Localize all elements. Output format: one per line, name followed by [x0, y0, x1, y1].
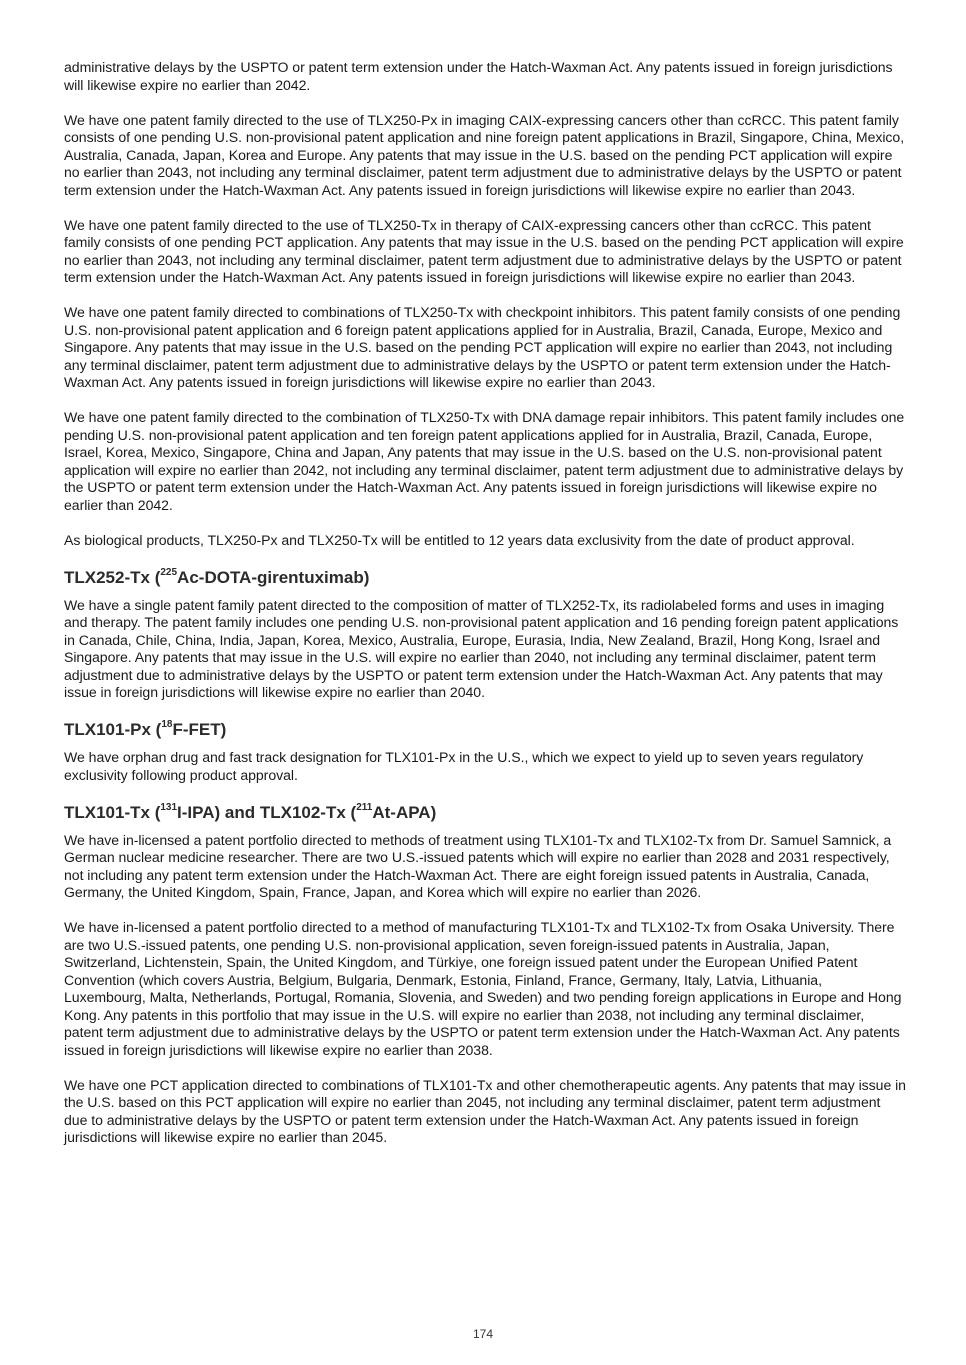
- page-number: 174: [472, 1327, 494, 1341]
- heading-tlx101px-prefix: TLX101-Px (: [64, 720, 162, 739]
- heading-tlx101px: [64, 719, 906, 741]
- paragraph-intro-4: We have one patent family directed to combinations of TLX250-Tx with checkpoint inhibitors. This patent family consists of one pending U.S. non-provisional patent application and 6 foreign patent applications applied for in Australia, Brazil, Canada, Europe, Mexico and Singapore. Any patents that may issue in the U.S. based on the pending PCT application will expire no earlier than 2043, not including any terminal disclaimer, patent term adjustment due to administrative delays by the USPTO or patent term extension under the Hatch-Waxman Act. Any patents issued in foreign jurisdictions will likewise expire no earlier than 2043.: [64, 304, 901, 390]
- paragraph-intro-1: administrative delays by the USPTO or patent term extension under the Hatch-Waxman Act. Any patents issued in foreign jurisdictions will likewise expire no earlier than 2042.: [64, 59, 893, 93]
- paragraph-tlx101px-1: We have orphan drug and fast track designation for TLX101-Px in the U.S., which we expect to yield up to seven years regulatory exclusivity following product approval.: [64, 749, 864, 783]
- paragraph-intro-2: We have one patent family directed to the use of TLX250-Px in imaging CAIX-expressing cancers other than ccRCC. This patent family consists of one pending U.S. non-provisional patent application and nine foreign patent applications in Brazil, Singapore, China, Mexico, Australia, Canada, Japan, Korea and Europe. Any patents that may issue in the U.S. based on the pending PCT application will expire no earlier than 2043, not including any terminal disclaimer, patent term adjustment due to administrative delays by the USPTO or patent term extension under the Hatch-Waxman Act. Any patents issued in foreign jurisdictions will likewise expire no earlier than 2043.: [64, 111, 905, 198]
- heading-tlx252-suffix: Ac-DOTA-girentuximab): [177, 567, 370, 587]
- paragraph-tlx101tx-1: We have in-licensed a patent portfolio directed to methods of treatment using TLX101-Tx and TLX102-Tx from Dr. Samuel Samnick, a German nuclear medicine researcher. There are two U.S.-issued patents which will expire no earlier than 2028 and 2031 respectively, not including any patent term extension under the Hatch-Waxman Act. There are eight foreign issued patents in Australia, Canada, Germany, the United Kingdom, Spain, France, Japan, and Korea which will expire no earlier than 2026.: [64, 831, 892, 900]
- paragraph-intro-5: We have one patent family directed to the combination of TLX250-Tx with DNA damage repair inhibitors. This patent family includes one pending U.S. non-provisional patent application and ten foreign patent applications applied for in Australia, Brazil, Canada, Europe, Israel, Korea, Mexico, Singapore, China and Japan, Any patents that may issue in the U.S. based on the U.S. non-provisional patent application will expire no earlier than 2042, not including any terminal disclaimer, patent term adjustment due to administrative delays by the USPTO or patent term extension under the Hatch-Waxman Act. Any patents issued in foreign jurisdictions will likewise expire no earlier than 2042.: [64, 409, 905, 513]
- heading-tlx101tx-mid: I-IPA) and TLX102-Tx (: [177, 802, 357, 822]
- document-page: [64, 59, 906, 1164]
- paragraph-tlx252-1: We have a single patent family patent directed to the composition of matter of TLX252-Tx, its radiolabeled forms and uses in imaging and therapy. The patent family includes one pending U.S. non-provisional patent application and 16 pending foreign patent applications in Canada, Chile, China, India, Japan, Korea, Mexico, Australia, Europe, Eurasia, India, New Zealand, Brazil, Hong Kong, Israel and Singapore. Any patents that may issue in the U.S. will expire no earlier than 2040, not including any terminal disclaimer, patent term adjustment due to administrative delays by the USPTO or patent term extension under the Hatch-Waxman Act. Any patents that may issue in foreign jurisdictions will likewise expire no earlier than 2040.: [64, 596, 899, 700]
- heading-tlx101px-isotope: 18: [161, 719, 173, 731]
- heading-tlx101px-suffix: F-FET): [172, 720, 227, 739]
- heading-tlx101tx-suffix: At-APA): [372, 802, 437, 822]
- heading-tlx252-prefix: TLX252-Tx (: [64, 567, 161, 587]
- paragraph-intro-6: As biological products, TLX250-Px and TLX250-Tx will be entitled to 12 years data exclusivity from the date of product approval.: [64, 531, 855, 548]
- heading-tlx101tx-isotope: 131: [160, 801, 178, 813]
- heading-tlx102tx-isotope: 211: [356, 801, 373, 813]
- heading-tlx101tx-prefix: TLX101-Tx (: [64, 802, 161, 822]
- heading-tlx252: [64, 567, 906, 589]
- paragraph-tlx101tx-3: We have one PCT application directed to combinations of TLX101-Tx and other chemotherapeutic agents. Any patents that may issue in the U.S. based on this PCT application will expire no earlier than 2045, not including any terminal disclaimer, patent term adjustment due to administrative delays by the USPTO or patent term extension under the Hatch-Waxman Act. Any patents issued in foreign jurisdictions will likewise expire no earlier than 2045.: [64, 1076, 906, 1145]
- paragraph-tlx101tx-2: We have in-licensed a patent portfolio directed to a method of manufacturing TLX101-Tx and TLX102-Tx from Osaka University. There are two U.S.-issued patents, one pending U.S. non-provisional application, seven foreign-issued patents in Australia, Japan, Switzerland, Lichtenstein, Spain, the United Kingdom, and Türkiye, one foreign issued patent under the European Unified Patent Convention (which covers Austria, Belgium, Bulgaria, Denmark, Estonia, Finland, France, Germany, Italy, Latvia, Lithuania, Luxembourg, Malta, Netherlands, Portugal, Romania, Slovenia, and Sweden) and two pending foreign applications in Europe and Hong Kong. Any patents in this portfolio that may issue in the U.S. will expire no earlier than 2038, not including any terminal disclaimer, patent term adjustment due to administrative delays by the USPTO or patent term extension under the Hatch-Waxman Act. Any patents issued in foreign jurisdictions will likewise expire no earlier than 2038.: [64, 919, 902, 1058]
- paragraph-intro-3: We have one patent family directed to the use of TLX250-Tx in therapy of CAIX-expressing cancers other than ccRCC. This patent family consists of one pending PCT application. Any patents that may issue in the U.S. based on the pending PCT application will expire no earlier than 2043, not including any terminal disclaimer, patent term adjustment due to administrative delays by the USPTO or patent term extension under the Hatch-Waxman Act. Any patents issued in foreign jurisdictions will likewise expire no earlier than 2043.: [64, 216, 904, 285]
- heading-tlx252-isotope: 225: [160, 566, 178, 578]
- heading-tlx101tx: [64, 802, 906, 824]
